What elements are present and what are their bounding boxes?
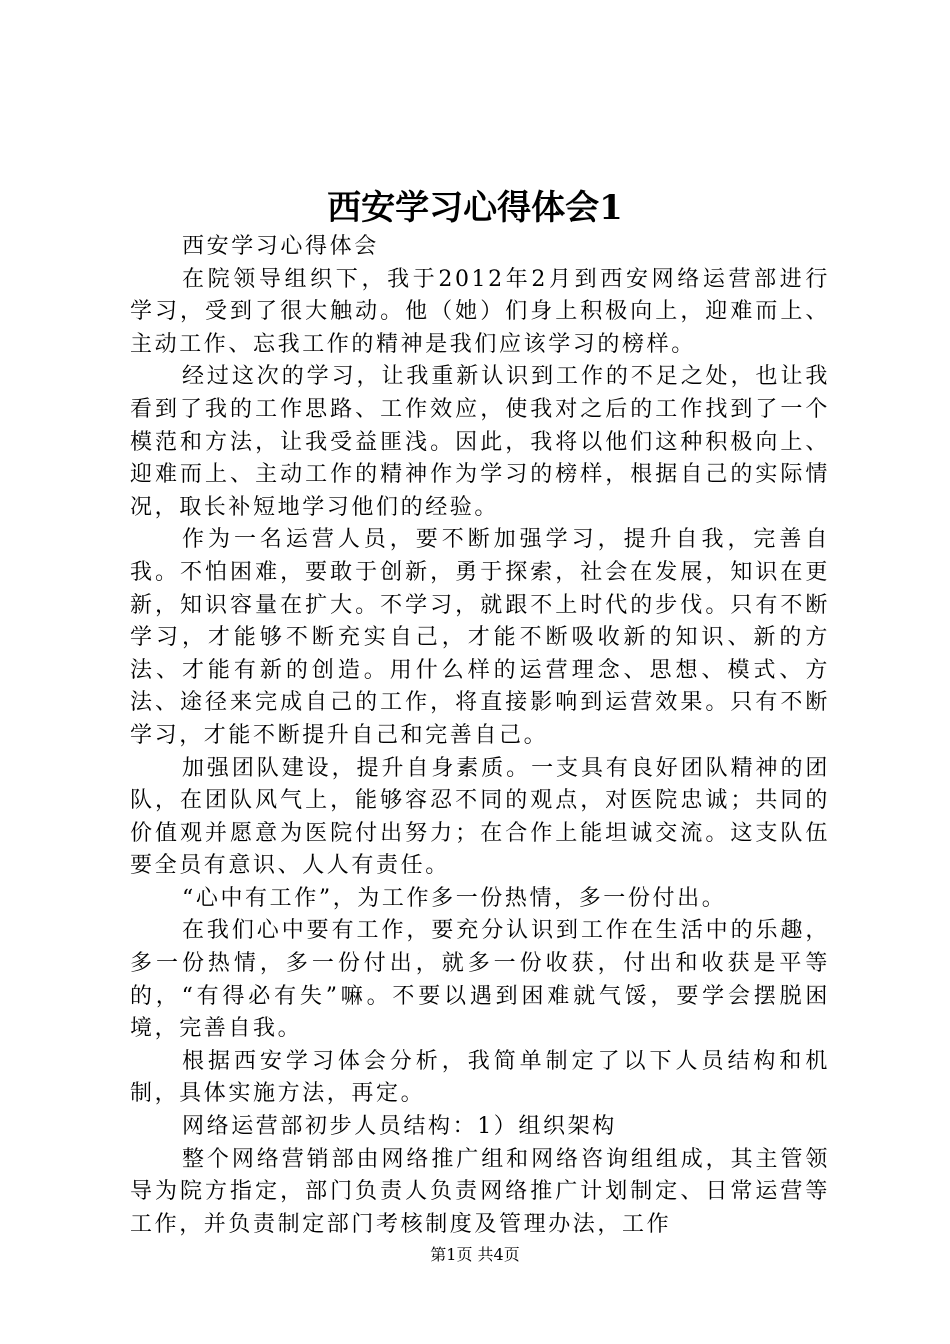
paragraph: 整个网络营销部由网络推广组和网络咨询组组成，其主管领导为院方指定，部门负责人负责网络推广计划制定、日常运营等工作，并负责制定部门考核制度及管理办法，工作 bbox=[130, 1146, 830, 1237]
document-body bbox=[130, 231, 830, 1241]
paragraph: 经过这次的学习，让我重新认识到工作的不足之处，也让我看到了我的工作思路、工作效应，使我对之后的工作找到了一个模范和方法，让我受益匪浅。因此，我将以他们这种积极向上、迎难而上、主动工作的精神作为学习的榜样，根据自己的实际情况，取长补短地学习他们的经验。 bbox=[130, 364, 830, 520]
paragraph: 西安学习心得体会 bbox=[182, 234, 379, 259]
paragraph: 根据西安学习体会分析，我简单制定了以下人员结构和机制，具体实施方法，再定。 bbox=[130, 1048, 830, 1107]
paragraph: 在院领导组织下，我于2012年2月到西安网络运营部进行学习，受到了很大触动。他（她）们身上积极向上，迎难而上、主动工作、忘我工作的精神是我们应该学习的榜样。 bbox=[130, 266, 830, 357]
paragraph: “心中有工作”，为工作多一份热情，多一份付出。 bbox=[182, 885, 727, 911]
paragraph: 加强团队建设，提升自身素质。一支具有良好团队精神的团队，在团队风气上，能够容忍不同的观点，对医院忠诚；共同的价值观并愿意为医院付出努力；在合作上能坦诚交流。这支队伍要全员有意识、人人有责任。 bbox=[130, 755, 830, 879]
page-number-footer: 第1页 共4页 bbox=[430, 1245, 520, 1264]
document-title: 西安学习心得体会1 bbox=[327, 188, 623, 228]
paragraph: 在我们心中要有工作，要充分认识到工作在生活中的乐趣，多一份热情，多一份付出，就多一份收获，付出和收获是平等的，“有得必有失”嘛。不要以遇到困难就气馁，要学会摆脱困境，完善自我。 bbox=[130, 918, 830, 1042]
paragraph: 网络运营部初步人员结构：1）组织架构 bbox=[182, 1114, 617, 1140]
paragraph: 作为一名运营人员，要不断加强学习，提升自我，完善自我。不怕困难，要敢于创新，勇于探索，社会在发展，知识在更新，知识容量在扩大。不学习，就跟不上时代的步伐。只有不断学习，才能够不断充实自己，才能不断吸收新的知识、新的方法、才能有新的创造。用什么样的运营理念、思想、模式、方法、途径来完成自己的工作，将直接影响到运营效果。只有不断学习，才能不断提升自己和完善自己。 bbox=[130, 527, 830, 748]
